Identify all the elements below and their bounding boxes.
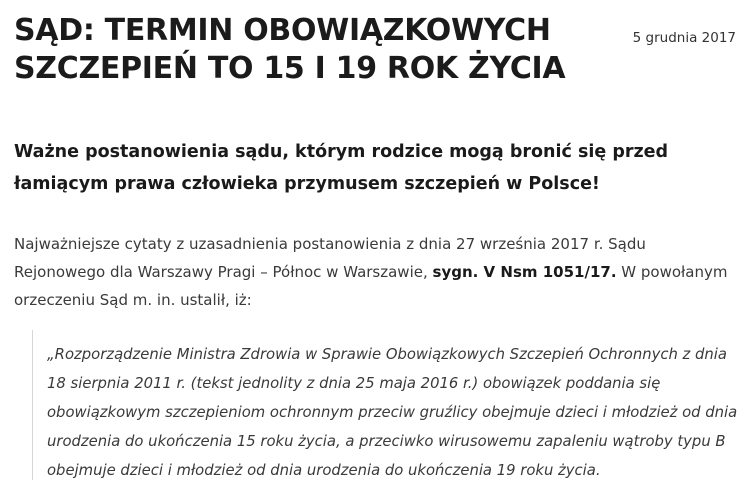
article-title (14, 12, 614, 88)
case-signature: sygn. V Nsm 1051/17. (432, 263, 617, 281)
article-date: 5 grudnia 2017 (632, 30, 736, 46)
paragraph-text-start: Najważniejsze cytaty z uzasadnienia postanowienia z dnia 27 września 2017 r. Sądu Rejonowego dla Warszawy Pragi – Północ w Warszawie, (14, 235, 646, 281)
article-paragraph (14, 230, 734, 314)
article-header (14, 12, 614, 88)
court-quote-text: „Rozporządzenie Ministra Zdrowia w Sprawie Obowiązkowych Szczepień Ochronnych z dnia 18 sierpnia 2011 r. (tekst jednolity z dnia 25 maja 2016 r.) obowiązek poddania się obowiązkowym szczepieniom ochronnym przeciw gruźlicy obejmuje dzieci i młodzież od dnia urodzenia do ukończenia 15 roku życia, a przeciwko wirusowemu zapaleniu wątroby typu B obejmuje dzieci i młodzież od dnia urodzenia do ukończenia 19 roku życia. (47, 346, 738, 479)
court-quote (32, 330, 738, 480)
article-lead: Ważne postanowienia sądu, którym rodzice mogą bronić się przed łamiącym prawa człowieka przymusem szczepień w Polsce! (14, 142, 669, 194)
article-title-line-2: SZCZEPIEŃ TO 15 I 19 ROK ŻYCIA (14, 51, 566, 86)
paragraph-text-end: W powołanym orzeczeniu Sąd m. in. ustalił, iż: (14, 263, 728, 309)
article-title-line-1: SĄD: TERMIN OBOWIĄZKOWYCH (14, 13, 551, 48)
